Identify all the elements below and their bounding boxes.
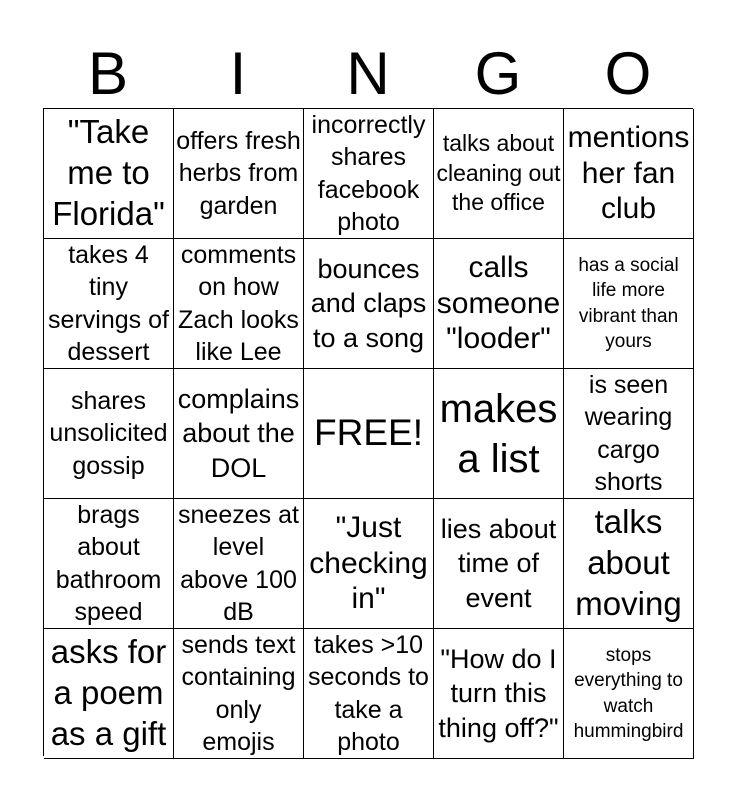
header-letter-i: I: [229, 40, 247, 107]
bingo-cell-r1c4[interactable]: [434, 109, 564, 239]
cell-text: bounces and claps to a song: [310, 253, 427, 353]
bingo-cell-r5c2[interactable]: [174, 629, 304, 759]
bingo-cell-r2c1[interactable]: [44, 239, 174, 369]
cell-text: sneezes at level above 100 dB: [178, 500, 299, 626]
bingo-cell-r3c5[interactable]: [564, 369, 694, 499]
bingo-cell-r3c1[interactable]: [44, 369, 174, 499]
cell-text: takes 4 tiny servings of dessert: [48, 240, 169, 366]
bingo-cell-r2c5[interactable]: [564, 239, 694, 369]
cell-text: talks about cleaning out the office: [436, 129, 561, 216]
header-letter-b: B: [87, 40, 129, 107]
bingo-cell-r3c2[interactable]: [174, 369, 304, 499]
cell-text: incorrectly shares facebook photo: [311, 110, 426, 236]
cell-text: makes a list: [439, 386, 558, 481]
header-letter-n: N: [346, 40, 390, 107]
cell-text: complains about the DOL: [177, 383, 300, 483]
bingo-cell-r2c3[interactable]: [304, 239, 434, 369]
bingo-cell-r4c2[interactable]: [174, 499, 304, 629]
bingo-cell-r3c4[interactable]: [434, 369, 564, 499]
bingo-cell-r1c1[interactable]: [44, 109, 174, 239]
bingo-cell-r2c4[interactable]: [434, 239, 564, 369]
cell-text: brags about bathroom speed: [55, 500, 162, 626]
cell-text: comments on how Zach looks like Lee: [178, 240, 299, 366]
cell-text: stops everything to watch hummingbird: [573, 645, 684, 742]
bingo-cell-r1c5[interactable]: [564, 109, 694, 239]
bingo-grid: [43, 108, 693, 756]
free-space-text: FREE!: [314, 412, 423, 454]
cell-text: offers fresh herbs from garden: [176, 126, 301, 220]
cell-text: lies about time of event: [440, 513, 557, 613]
bingo-cell-r5c4[interactable]: [434, 629, 564, 759]
cell-text: "How do I turn this thing off?": [438, 643, 559, 743]
cell-text: sends text containing only emojis: [181, 630, 296, 756]
bingo-cell-r1c3[interactable]: [304, 109, 434, 239]
bingo-cell-r1c2[interactable]: [174, 109, 304, 239]
cell-text: "Just checking in": [309, 511, 428, 616]
bingo-cell-r4c1[interactable]: [44, 499, 174, 629]
cell-text: asks for a poem as a gift: [50, 633, 167, 752]
header-letter-o: O: [604, 40, 652, 107]
bingo-header: [43, 40, 693, 108]
bingo-cell-r5c1[interactable]: [44, 629, 174, 759]
bingo-cell-r4c5[interactable]: [564, 499, 694, 629]
cell-text: calls someone "looder": [436, 251, 561, 356]
bingo-cell-r5c3[interactable]: [304, 629, 434, 759]
bingo-cell-free[interactable]: [304, 369, 434, 499]
bingo-cell-r4c3[interactable]: [304, 499, 434, 629]
cell-text: takes >10 seconds to take a photo: [308, 630, 429, 756]
cell-text: is seen wearing cargo shorts: [584, 370, 673, 496]
cell-text: has a social life more vibrant than yours: [578, 255, 679, 352]
bingo-cell-r4c4[interactable]: [434, 499, 564, 629]
bingo-cell-r5c5[interactable]: [564, 629, 694, 759]
cell-text: mentions her fan club: [567, 121, 690, 226]
cell-text: "Take me to Florida": [52, 113, 165, 232]
cell-text: shares unsolicited gossip: [49, 386, 168, 480]
header-letter-g: G: [474, 40, 522, 107]
cell-text: talks about moving: [575, 503, 682, 622]
bingo-cell-r2c2[interactable]: [174, 239, 304, 369]
